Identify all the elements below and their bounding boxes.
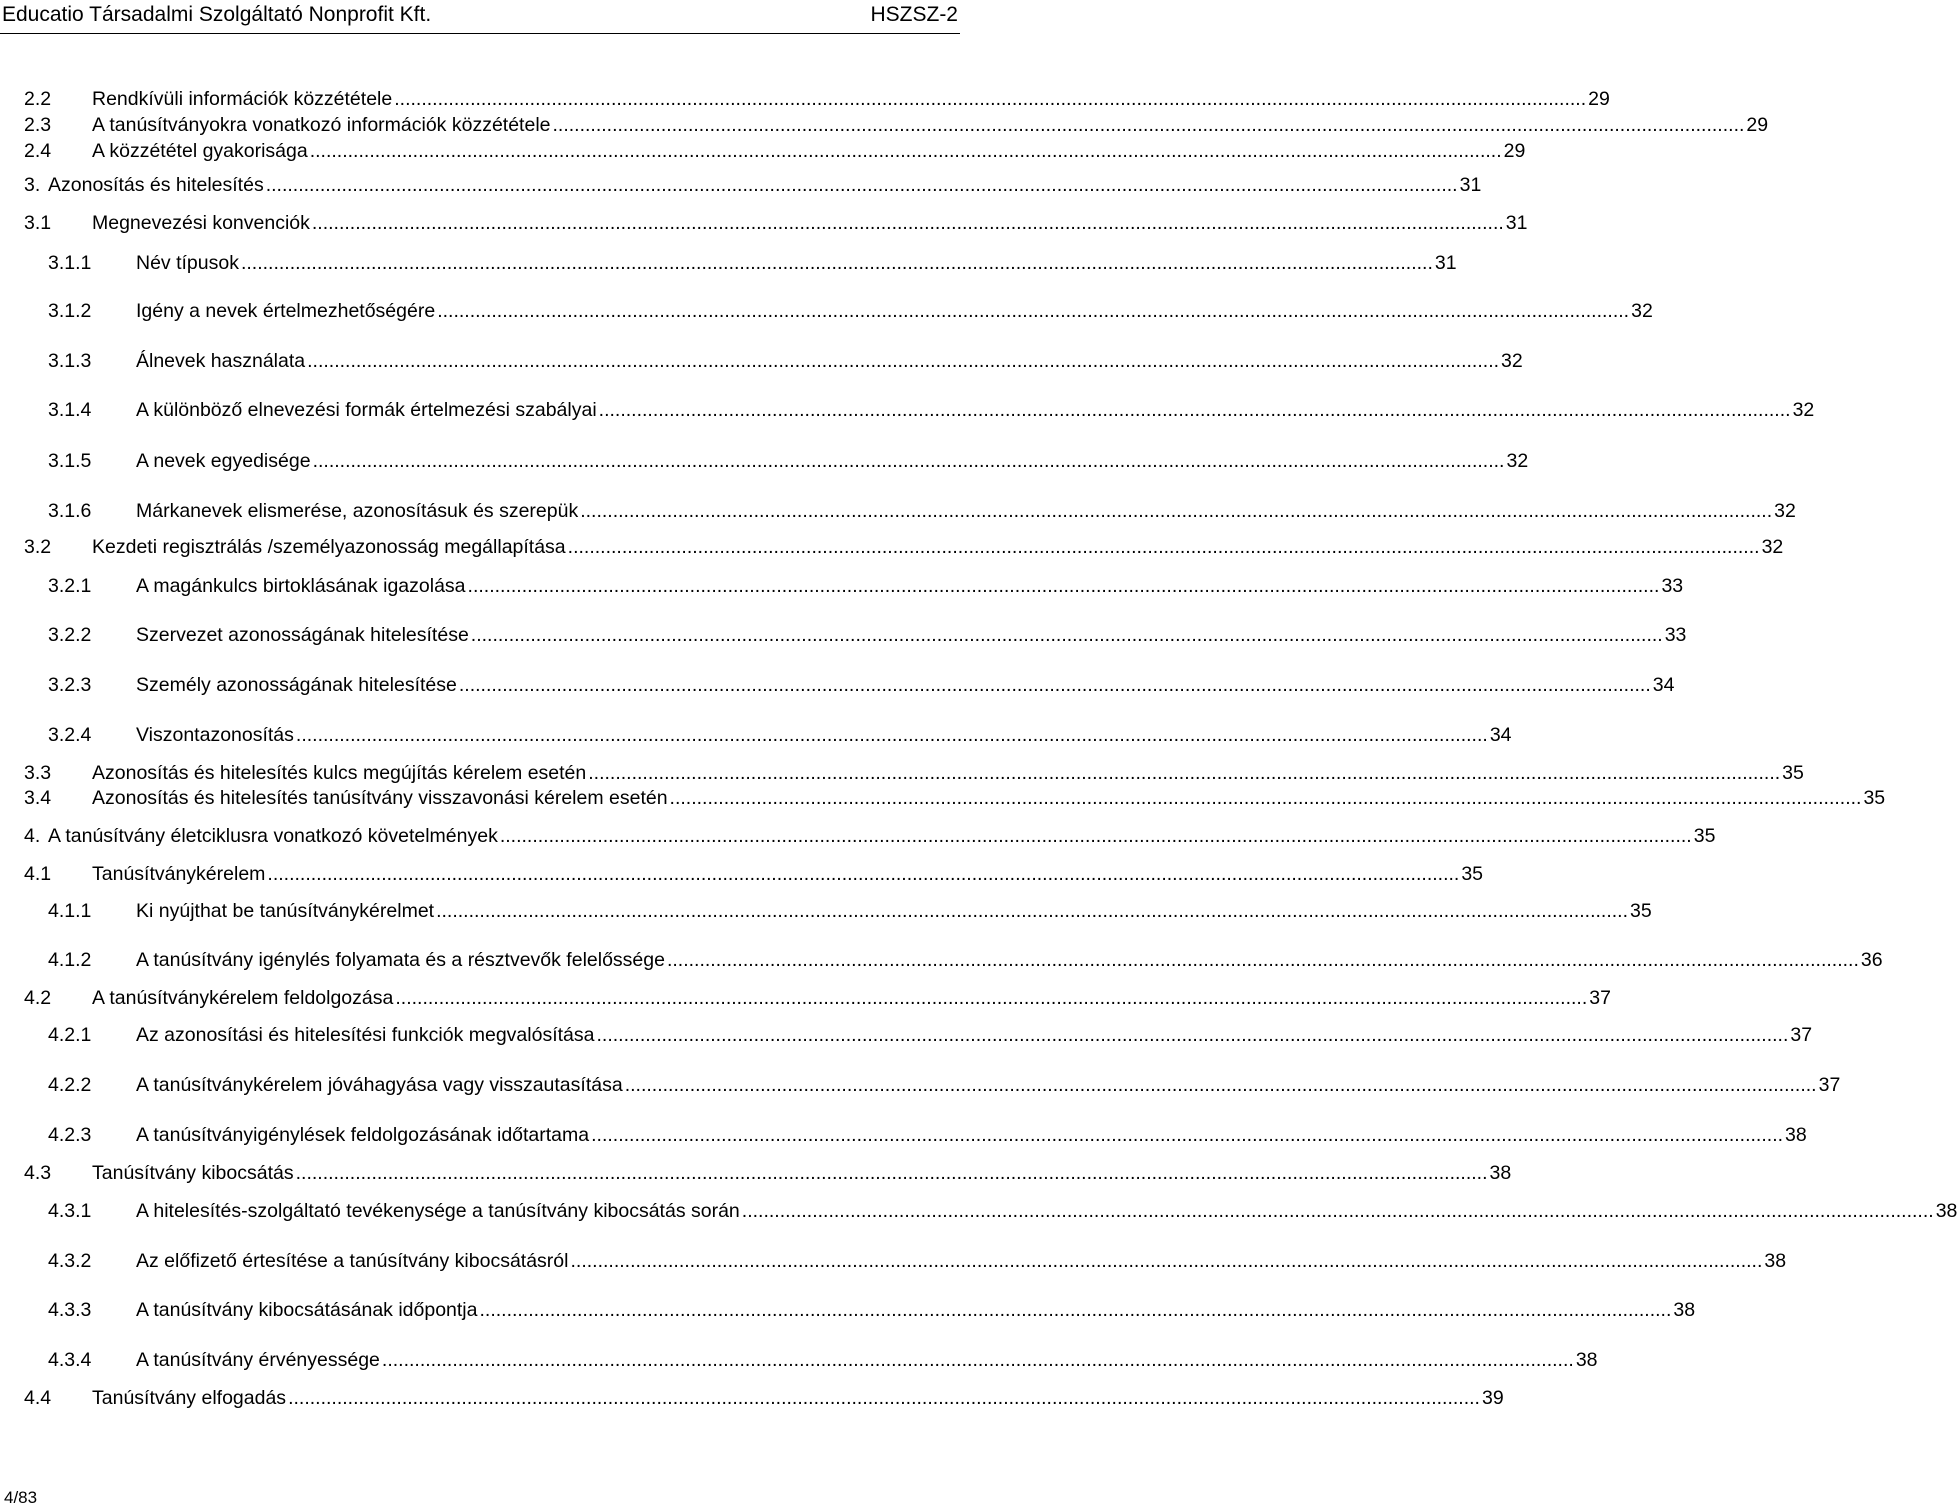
toc-entry-title: Szervezet azonosságának hitelesítése	[136, 624, 469, 646]
toc-dot-leader: ............................................................................................................................................................................................................................	[741, 1200, 1934, 1222]
toc-entry-title: Név típusok	[136, 252, 239, 274]
toc-entry-title: Azonosítás és hitelesítés kulcs megújítás kérelem esetén	[92, 762, 587, 784]
toc-entry-number: 4.3.3	[48, 1299, 92, 1321]
toc-entry-title: Márkanevek elismerése, azonosításuk és szerepük	[136, 500, 579, 522]
toc-entry-number: 4.3.2	[48, 1250, 92, 1272]
toc-entry[interactable]	[0, 722, 1512, 748]
toc-dot-leader: ............................................................................................................................................................................................................................	[624, 1074, 1817, 1096]
toc-entry[interactable]	[0, 672, 1675, 698]
toc-entry-page: 35	[1630, 900, 1652, 922]
toc-entry-page: 38	[1764, 1250, 1787, 1272]
toc-entry-page: 31	[1434, 252, 1457, 274]
toc-dot-leader: ............................................................................................................................................................................................................................	[381, 1349, 1574, 1371]
toc-entry-page: 32	[1501, 350, 1523, 372]
toc-entry-page: 32	[1506, 450, 1529, 472]
toc-entry-title: Azonosítás és hitelesítés tanúsítvány visszavonási kérelem esetén	[92, 787, 668, 809]
toc-entry[interactable]	[0, 138, 1526, 164]
toc-dot-leader: ............................................................................................................................................................................................................................	[458, 674, 1651, 696]
toc-entry-title: Megnevezési konvenciók	[92, 212, 310, 234]
toc-entry-number: 4.3.4	[48, 1349, 92, 1371]
toc-entry[interactable]	[0, 1072, 1841, 1098]
toc-entry-title: A tanúsítvány életciklusra vonatkozó követelmények	[48, 825, 498, 847]
toc-entry[interactable]	[0, 898, 1652, 924]
toc-entry[interactable]	[0, 448, 1529, 474]
toc-entry[interactable]	[0, 1198, 1957, 1224]
toc-entry-number: 3.1.4	[48, 399, 92, 421]
toc-entry-number: 3.1.3	[48, 350, 92, 372]
toc-entry-title: Viszontazonosítás	[136, 724, 294, 746]
toc-entry[interactable]	[0, 348, 1523, 374]
toc-entry-number: 3.3	[24, 762, 52, 784]
toc-entry-page: 29	[1588, 88, 1610, 110]
toc-dot-leader: ............................................................................................................................................................................................................................	[479, 1299, 1672, 1321]
toc-dot-leader: ............................................................................................................................................................................................................................	[552, 114, 1745, 136]
toc-entry-page: 29	[1503, 140, 1526, 162]
toc-entry-title: Azonosítás és hitelesítés	[48, 174, 264, 196]
toc-entry[interactable]	[0, 534, 1784, 560]
toc-entry-page: 32	[1631, 300, 1653, 322]
toc-entry-number: 3.1	[24, 212, 52, 234]
toc-dot-leader: ............................................................................................................................................................................................................................	[467, 575, 1660, 597]
toc-entry-number: 3.2.4	[48, 724, 92, 746]
toc-dot-leader: ............................................................................................................................................................................................................................	[288, 1387, 1480, 1409]
toc-entry-number: 3.2	[24, 536, 52, 558]
toc-entry[interactable]	[0, 1122, 1807, 1148]
toc-entry-title: A tanúsítványkérelem jóváhagyása vagy visszautasítása	[136, 1074, 623, 1096]
toc-dot-leader: ............................................................................................................................................................................................................................	[596, 1024, 1789, 1046]
toc-entry-page: 31	[1459, 174, 1482, 196]
toc-entry-title: A nevek egyedisége	[136, 450, 311, 472]
page-header	[0, 0, 960, 34]
toc-entry-title: A tanúsítvány igénylés folyamata és a résztvevők felelőssége	[136, 949, 665, 971]
toc-dot-leader: ............................................................................................................................................................................................................................	[437, 300, 1630, 322]
toc-entry-page: 35	[1782, 762, 1804, 784]
toc-entry-number: 3.2.3	[48, 674, 92, 696]
toc-entry[interactable]	[0, 112, 1769, 138]
toc-entry-page: 31	[1505, 212, 1528, 234]
toc-entry[interactable]	[0, 250, 1457, 276]
toc-entry-title: Tanúsítványkérelem	[92, 863, 266, 885]
toc-dot-leader: ............................................................................................................................................................................................................................	[307, 350, 1500, 372]
toc-entry[interactable]	[0, 1022, 1813, 1048]
toc-entry-number: 2.3	[24, 114, 52, 136]
toc-entry-page: 35	[1693, 825, 1716, 847]
toc-entry-page: 32	[1792, 399, 1815, 421]
toc-entry-number: 4.2.2	[48, 1074, 92, 1096]
toc-entry-title: A tanúsítványokra vonatkozó információk közzététele	[92, 114, 551, 136]
toc-entry-title: Ki nyújthat be tanúsítványkérelmet	[136, 900, 435, 922]
toc-dot-leader: ............................................................................................................................................................................................................................	[591, 1124, 1784, 1146]
toc-entry-number: 4.4	[24, 1387, 52, 1409]
toc-entry-number: 4.1.2	[48, 949, 92, 971]
toc-entry[interactable]	[0, 985, 1611, 1011]
toc-entry[interactable]	[0, 823, 1716, 849]
toc-entry-title: Rendkívüli információk közzététele	[92, 88, 393, 110]
toc-entry-number: 4.2.3	[48, 1124, 92, 1146]
toc-entry-page: 34	[1652, 674, 1675, 696]
toc-entry[interactable]	[0, 298, 1653, 324]
toc-entry-page: 32	[1774, 500, 1796, 522]
toc-entry-page: 39	[1481, 1387, 1504, 1409]
toc-dot-leader: ............................................................................................................................................................................................................................	[267, 863, 1460, 885]
toc-entry-number: 3.1.1	[48, 252, 92, 274]
toc-entry-title: A tanúsítványkérelem feldolgozása	[92, 987, 394, 1009]
toc-dot-leader: ............................................................................................................................................................................................................................	[588, 762, 1781, 784]
toc-entry-number: 4.1	[24, 863, 52, 885]
toc-entry-page: 38	[1673, 1299, 1696, 1321]
toc-entry-title: A tanúsítványigénylések feldolgozásának időtartama	[136, 1124, 590, 1146]
toc-dot-leader: ............................................................................................................................................................................................................................	[240, 252, 1433, 274]
toc-entry-title: A magánkulcs birtoklásának igazolása	[136, 575, 466, 597]
toc-entry-number: 2.2	[24, 88, 52, 110]
toc-entry-title: A különböző elnevezési formák értelmezési szabályai	[136, 399, 597, 421]
toc-dot-leader: ............................................................................................................................................................................................................................	[311, 212, 1504, 234]
header-document-code: HSZSZ-2	[870, 3, 958, 26]
toc-entry-title: Személy azonosságának hitelesítése	[136, 674, 457, 696]
toc-entry-number: 3.4	[24, 787, 52, 809]
toc-entry[interactable]	[0, 861, 1484, 887]
toc-entry[interactable]	[0, 760, 1804, 786]
toc-entry-number: 3.	[24, 174, 41, 196]
toc-entry-number: 3.2.2	[48, 624, 92, 646]
toc-entry[interactable]	[0, 573, 1684, 599]
toc-dot-leader: ............................................................................................................................................................................................................................	[669, 787, 1862, 809]
toc-entry[interactable]	[0, 1385, 1504, 1411]
header-organization: Educatio Társadalmi Szolgáltató Nonprofit Kft.	[2, 3, 432, 26]
toc-dot-leader: ............................................................................................................................................................................................................................	[580, 500, 1773, 522]
toc-entry-title: Tanúsítvány elfogadás	[92, 1387, 287, 1409]
toc-entry[interactable]	[0, 210, 1528, 236]
toc-entry-page: 38	[1489, 1162, 1512, 1184]
toc-dot-leader: ............................................................................................................................................................................................................................	[436, 900, 1628, 922]
toc-dot-leader: ............................................................................................................................................................................................................................	[265, 174, 1458, 196]
toc-dot-leader: ............................................................................................................................................................................................................................	[295, 1162, 1488, 1184]
toc-entry-page: 35	[1461, 863, 1484, 885]
toc-entry-title: Kezdeti regisztrálás /személyazonosság megállapítása	[92, 536, 566, 558]
toc-entry[interactable]	[0, 172, 1482, 198]
toc-dot-leader: ............................................................................................................................................................................................................................	[312, 450, 1505, 472]
toc-entry-page: 34	[1489, 724, 1512, 746]
toc-entry-number: 2.4	[24, 140, 52, 162]
toc-dot-leader: ............................................................................................................................................................................................................................	[394, 88, 1587, 110]
toc-entry-title: Álnevek használata	[136, 350, 306, 372]
toc-entry[interactable]	[0, 947, 1883, 973]
toc-dot-leader: ............................................................................................................................................................................................................................	[567, 536, 1760, 558]
toc-entry-title: Az előfizető értesítése a tanúsítvány kibocsátásról	[136, 1250, 569, 1272]
toc-entry-page: 29	[1746, 114, 1769, 136]
toc-entry-number: 4.3	[24, 1162, 52, 1184]
toc-entry-page: 35	[1863, 787, 1886, 809]
toc-entry-number: 4.	[24, 825, 41, 847]
toc-entry[interactable]	[0, 785, 1886, 811]
toc-dot-leader: ............................................................................................................................................................................................................................	[570, 1250, 1763, 1272]
toc-entry-page: 38	[1575, 1349, 1598, 1371]
toc-entry-number: 4.2.1	[48, 1024, 92, 1046]
toc-entry-number: 4.3.1	[48, 1200, 92, 1222]
toc-dot-leader: ............................................................................................................................................................................................................................	[598, 399, 1791, 421]
toc-entry[interactable]	[0, 622, 1687, 648]
toc-dot-leader: ............................................................................................................................................................................................................................	[470, 624, 1663, 646]
toc-entry-title: Az azonosítási és hitelesítési funkciók megvalósítása	[136, 1024, 595, 1046]
toc-dot-leader: ............................................................................................................................................................................................................................	[295, 724, 1488, 746]
toc-entry-page: 38	[1935, 1200, 1957, 1222]
toc-entry[interactable]	[0, 498, 1796, 524]
toc-entry-page: 38	[1785, 1124, 1807, 1146]
page-number: 4/83	[4, 1488, 38, 1507]
toc-entry-page: 33	[1661, 575, 1684, 597]
toc-entry-page: 36	[1860, 949, 1883, 971]
toc-dot-leader: ............................................................................................................................................................................................................................	[309, 140, 1502, 162]
toc-entry-title: Tanúsítvány kibocsátás	[92, 1162, 294, 1184]
toc-entry-number: 4.2	[24, 987, 52, 1009]
toc-entry-page: 32	[1761, 536, 1784, 558]
toc-entry-title: A hitelesítés-szolgáltató tevékenysége a tanúsítvány kibocsátás során	[136, 1200, 740, 1222]
toc-entry-number: 3.1.2	[48, 300, 92, 322]
toc-entry-number: 3.1.6	[48, 500, 92, 522]
toc-entry-title: A tanúsítvány kibocsátásának időpontja	[136, 1299, 478, 1321]
toc-dot-leader: ............................................................................................................................................................................................................................	[666, 949, 1859, 971]
toc-entry[interactable]	[0, 397, 1815, 423]
toc-entry-title: A tanúsítvány érvényessége	[136, 1349, 380, 1371]
toc-entry-title: A közzététel gyakorisága	[92, 140, 308, 162]
toc-entry-page: 37	[1818, 1074, 1841, 1096]
toc-entry[interactable]	[0, 1347, 1598, 1373]
toc-entry[interactable]	[0, 1297, 1696, 1323]
toc-entry-title: Igény a nevek értelmezhetőségére	[136, 300, 436, 322]
toc-entry[interactable]	[0, 1160, 1512, 1186]
toc-entry-page: 33	[1664, 624, 1687, 646]
toc-entry[interactable]	[0, 1248, 1787, 1274]
toc-entry-page: 37	[1589, 987, 1611, 1009]
toc-dot-leader: ............................................................................................................................................................................................................................	[499, 825, 1692, 847]
toc-dot-leader: ............................................................................................................................................................................................................................	[395, 987, 1588, 1009]
toc-entry-number: 3.2.1	[48, 575, 92, 597]
toc-entry-number: 3.1.5	[48, 450, 92, 472]
toc-entry-number: 4.1.1	[48, 900, 92, 922]
toc-entry-page: 37	[1790, 1024, 1813, 1046]
toc-entry[interactable]	[0, 86, 1610, 112]
